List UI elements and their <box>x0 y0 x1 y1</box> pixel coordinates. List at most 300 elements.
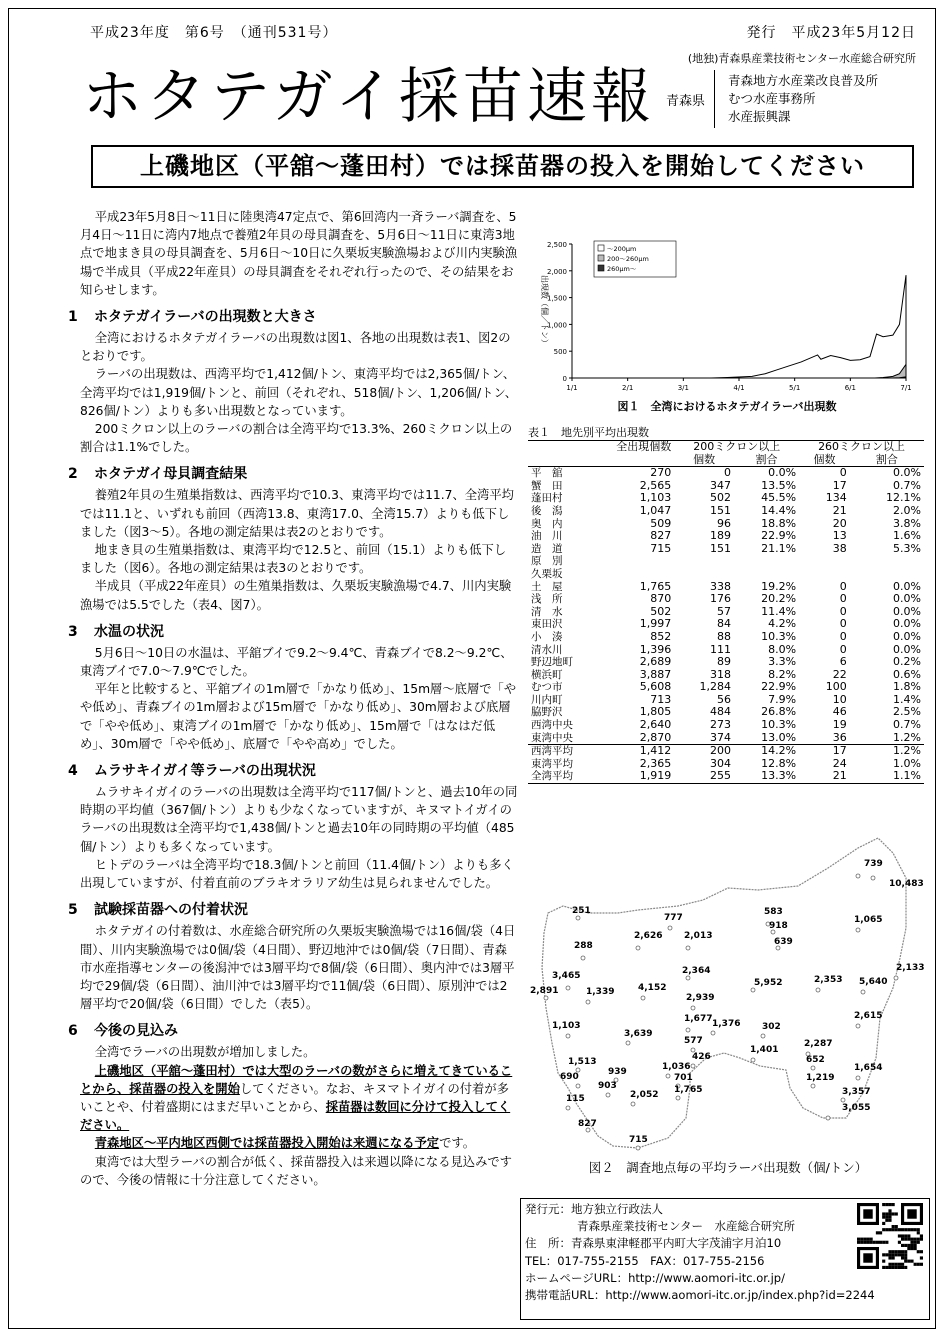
row-label: 浅 所 <box>531 593 563 606</box>
legend-label: 200～260μm <box>607 255 649 263</box>
row-label: 造 道 <box>531 542 563 555</box>
outlook-p3: 青森地区～平内地区西側では採苗器投入開始は来週になる予定です。 <box>94 1136 475 1151</box>
table-cell: 0.2% <box>893 655 921 669</box>
table-cell: 0 <box>839 604 847 618</box>
table-cell: 715 <box>650 541 672 555</box>
issue-number: 平成23年度 第6号 （通刊531号） <box>90 25 338 41</box>
row-label: 川内町 <box>531 693 563 706</box>
table-cell: 12.8% <box>761 756 797 770</box>
row-label: 東田沢 <box>531 618 563 631</box>
row-label: 清 水 <box>531 605 563 618</box>
station-value: 1,513 <box>568 1057 597 1067</box>
table-cell: 151 <box>709 503 731 517</box>
station-value: 2,133 <box>896 963 925 973</box>
station-marker <box>686 976 690 980</box>
station-marker <box>676 1096 680 1100</box>
org-line: 青森県産業技術センター 水産総合研究所 <box>577 1219 796 1234</box>
station-value: 3,055 <box>842 1103 871 1113</box>
row-label: 蟹 田 <box>531 479 563 492</box>
table-row <box>528 719 924 732</box>
table-cell: 270 <box>650 466 672 480</box>
table-cell: 304 <box>709 756 731 770</box>
table-cell <box>734 568 799 581</box>
table-cell: 3.3% <box>768 655 797 669</box>
station-value: 739 <box>864 859 883 869</box>
station-value: 251 <box>572 906 591 916</box>
legend <box>594 241 676 277</box>
sections <box>68 307 518 1013</box>
table-cell: 38 <box>832 541 847 555</box>
station-marker <box>751 988 755 992</box>
table-cell: 1,919 <box>639 769 672 783</box>
table-cell: 151 <box>709 541 731 555</box>
table-cell: 827 <box>650 529 672 543</box>
station-value: 1,401 <box>750 1045 779 1055</box>
table-cell <box>674 555 734 568</box>
table-cell: 3.8% <box>893 516 921 530</box>
station-value: 827 <box>578 1119 597 1129</box>
row-label: 横浜町 <box>531 668 563 681</box>
org-list <box>728 72 878 126</box>
station-marker <box>871 876 875 880</box>
station-value: 715 <box>629 1135 648 1145</box>
station-value: 1,677 <box>684 1014 713 1024</box>
table-cell: 176 <box>709 592 731 606</box>
table-cell: 0 <box>839 579 847 593</box>
table-cell: 509 <box>650 516 672 530</box>
table-cell: 88 <box>716 629 731 643</box>
table-cell: 20 <box>832 516 847 530</box>
section-paragraph: 半成貝（平成22年産貝）の生殖巣指数は、久栗坂実験漁場で4.7、川内実験漁場では5.5でした（表4、図7）。 <box>80 579 512 612</box>
table-title: 表１ 地先別平均出現数 <box>528 426 649 439</box>
station-value: 583 <box>764 907 783 917</box>
table-cell: 18.8% <box>761 516 797 530</box>
legend-swatch <box>598 255 604 261</box>
station-value: 1,339 <box>586 987 615 997</box>
section-paragraph: 全湾におけるホタテガイラーバの出現数は図1、各地の出現数は表1、図2のとおりです。 <box>80 331 511 364</box>
table-cell: 111 <box>709 642 731 656</box>
table-row <box>528 593 924 606</box>
table-cell: 1.8% <box>893 680 921 694</box>
mobile-link[interactable]: 携帯電話URL：http://www.aomori-itc.or.jp/index.php?id=2244 <box>525 1288 875 1303</box>
bay-map <box>528 818 925 1175</box>
station-value: 2,013 <box>684 931 713 941</box>
table-cell: 1,284 <box>699 680 731 694</box>
table-cell: 2,565 <box>639 478 672 492</box>
table-cell: 0 <box>839 629 847 643</box>
station-marker <box>686 946 690 950</box>
table-cell: 870 <box>650 592 672 606</box>
institute-name: (地独)青森県産業技術センター水産総合研究所 <box>687 52 916 65</box>
table-row <box>528 631 924 644</box>
table-cell: 1,412 <box>639 744 672 758</box>
station-value: 3,357 <box>842 1087 871 1097</box>
station-marker <box>631 1102 635 1106</box>
table-cell: 1.1% <box>893 769 921 783</box>
table-cell: 13.3% <box>761 769 797 783</box>
table-cell: 21.1% <box>761 541 797 555</box>
table-cell <box>592 555 674 568</box>
station-value: 1,376 <box>712 1019 741 1029</box>
table-cell: 502 <box>709 491 731 505</box>
station-marker <box>636 946 640 950</box>
legend-label: ～200μm <box>607 245 637 253</box>
y-tick-label: 1,500 <box>546 294 567 303</box>
table-cell: 2,365 <box>639 756 672 770</box>
section-heading: 2 ホタテガイ母貝調査結果 <box>68 466 248 483</box>
x-tick-label: 5/1 <box>789 384 801 392</box>
station-marker <box>861 990 865 994</box>
intro-paragraph: 平成23年5月8日～11日に陸奥湾47定点で、第6回湾内一斉ラーバ調査を、5月4日～11日に湾内7地点で養殖2年貝の母貝調査を、5月6日～11日に東湾3地点で地まき貝の母貝調査を、5月6日～10日に久栗坂実験漁場および川内実験漁場で半成貝（平成22年産貝）の母貝調査をそれぞれ行ったので、その結果をお知らせします。 <box>80 210 518 297</box>
station-value: 2,353 <box>814 975 843 985</box>
table-cell: 26.8% <box>761 705 797 719</box>
table-row <box>528 505 924 518</box>
station-value: 639 <box>774 937 793 947</box>
station-value: 777 <box>664 913 683 923</box>
section-paragraph: ヒトデのラーバは全湾平均で18.3個/トンと前回（11.4個/トン）よりも多く出現していますが、付着直前のブラキオラリア幼生は見られませんでした。 <box>80 857 514 891</box>
table-row <box>528 467 924 480</box>
table-cell: 502 <box>650 604 672 618</box>
row-label: 奥 内 <box>531 517 563 530</box>
table-cell: 5.3% <box>893 541 921 555</box>
section-heading: 1 ホタテガイラーバの出現数と大きさ <box>68 309 317 326</box>
table-cell: 0.0% <box>893 592 921 606</box>
station-value: 2,364 <box>682 966 711 976</box>
table-cell: 0.0% <box>893 642 921 656</box>
section-heading: 6 今後の見込み <box>68 1023 178 1040</box>
col-header: 個数 <box>693 452 716 466</box>
table-cell <box>799 568 850 581</box>
table-cell: 2.5% <box>893 705 921 719</box>
page-title: ホタテガイ採苗速報 <box>82 62 655 132</box>
footer-box <box>520 1198 930 1320</box>
legend-swatch <box>598 245 604 251</box>
x-tick-label: 4/1 <box>733 384 745 392</box>
col-header: 200ミクロン以上 <box>693 440 781 453</box>
station-value: 5,640 <box>859 977 888 987</box>
x-tick-label: 6/1 <box>844 384 856 392</box>
station-marker <box>691 1006 695 1010</box>
table-cell <box>592 568 674 581</box>
station-value: 10,483 <box>889 879 924 889</box>
table1-grid <box>528 440 924 784</box>
table-cell: 100 <box>825 680 847 694</box>
station-marker <box>626 1041 630 1045</box>
section-heading: 5 試験採苗器への付着状況 <box>68 902 248 919</box>
table-cell: 14.4% <box>761 503 797 517</box>
table-cell: 17 <box>832 478 847 492</box>
station-marker <box>576 1084 580 1088</box>
station-marker <box>841 1098 845 1102</box>
org-item: むつ水産事務所 <box>728 91 816 106</box>
table-cell: 0.7% <box>893 478 921 492</box>
station-value: 2,052 <box>630 1090 659 1100</box>
table-cell: 0 <box>839 466 847 480</box>
phone-line: TEL：017-755-2155 FAX：017-755-2156 <box>525 1253 765 1268</box>
station-value: 1,654 <box>854 1063 883 1073</box>
table-cell: 11.4% <box>761 604 797 618</box>
publisher-line: 発行元：地方独立行政法人 <box>525 1202 663 1216</box>
larvae-chart <box>532 236 922 416</box>
station-marker <box>544 996 548 1000</box>
table-cell: 57 <box>716 604 731 618</box>
station-marker <box>686 1028 690 1032</box>
table-cell: 713 <box>650 692 672 706</box>
address-line: 住 所：青森県東津軽郡平内町大字茂浦字月泊10 <box>525 1236 782 1251</box>
table-cell: 45.5% <box>761 491 797 505</box>
station-value: 3,639 <box>624 1029 653 1039</box>
table-cell: 56 <box>716 692 731 706</box>
table-cell: 21 <box>832 503 847 517</box>
station-marker <box>811 1066 815 1070</box>
station-value: 3,465 <box>552 971 581 981</box>
homepage-link[interactable]: ホームページURL：http://www.aomori-itc.or.jp/ <box>525 1270 785 1285</box>
table-cell: 36 <box>832 730 847 744</box>
station-marker <box>816 988 820 992</box>
table-cell: 273 <box>709 718 731 732</box>
station-value: 903 <box>598 1081 617 1091</box>
station-marker <box>856 1076 860 1080</box>
row-label: 土 屋 <box>531 580 563 593</box>
table-cell: 2,640 <box>639 718 672 732</box>
station-value: 2,615 <box>854 1011 883 1021</box>
col-header: 割合 <box>755 452 778 466</box>
station-value: 115 <box>566 1094 585 1104</box>
station-value: 701 <box>674 1073 693 1083</box>
table-cell: 10.3% <box>761 718 797 732</box>
table-cell: 0 <box>839 617 847 631</box>
table-row <box>528 568 924 581</box>
station-marker <box>636 1146 640 1150</box>
row-label: 小 湊 <box>531 630 563 643</box>
y-tick-label: 0 <box>562 375 567 383</box>
station-value: 918 <box>769 921 788 931</box>
table-cell: 21 <box>832 769 847 783</box>
table-row <box>528 745 924 758</box>
table-cell: 8.2% <box>768 667 797 681</box>
table-cell: 22.9% <box>761 680 797 694</box>
row-label: 原 別 <box>531 555 563 568</box>
station-value: 1,065 <box>854 915 883 925</box>
table-cell: 7.9% <box>768 692 797 706</box>
table-cell <box>799 555 850 568</box>
row-label: 東湾中央 <box>531 731 573 744</box>
table-row <box>528 770 924 783</box>
table-cell: 13.0% <box>761 730 797 744</box>
table-cell: 6 <box>839 655 847 669</box>
station-value: 1,219 <box>806 1073 835 1083</box>
station-value: 1,036 <box>662 1062 691 1072</box>
table-cell: 84 <box>716 617 731 631</box>
org-item: 水産振興課 <box>728 109 791 124</box>
table-cell: 0.0% <box>893 617 921 631</box>
section-heading: 4 ムラサキイガイ等ラーバの出現状況 <box>68 763 316 780</box>
row-label: 東湾平均 <box>531 757 573 770</box>
table-cell: 19 <box>832 718 847 732</box>
table-cell: 189 <box>709 529 731 543</box>
station-value: 939 <box>608 1067 627 1077</box>
table-row <box>528 732 924 745</box>
row-label: 全湾平均 <box>531 770 573 783</box>
table-cell: 1,765 <box>639 579 672 593</box>
table-cell: 0 <box>839 592 847 606</box>
section-paragraph: 地まき貝の生殖巣指数は、東湾平均で12.5と、前回（15.1）よりも低下しました（図6）。各地の測定結果は表3のとおりです。 <box>80 543 507 576</box>
table-cell: 338 <box>709 579 731 593</box>
table-cell <box>734 555 799 568</box>
station-value: 2,626 <box>634 931 663 941</box>
table-cell: 347 <box>709 478 731 492</box>
outlook-p4: 東湾では大型ラーバの割合が低く、採苗器投入は来週以降になる見込みですので、今後の情報に十分注意してください。 <box>80 1154 512 1187</box>
table-cell <box>850 555 924 568</box>
station-marker <box>666 1074 670 1078</box>
table-cell: 0.0% <box>893 579 921 593</box>
station-value: 288 <box>574 941 593 951</box>
table-cell <box>850 568 924 581</box>
table-cell: 852 <box>650 629 672 643</box>
station-marker <box>856 928 860 932</box>
table-cell: 1,047 <box>639 503 672 517</box>
station-marker <box>826 1116 830 1120</box>
chart-title: 図１ 全湾におけるホタテガイラーバ出現数 <box>617 400 837 413</box>
x-tick-label: 1/1 <box>566 384 578 392</box>
outlook-p1: 全湾でラーバの出現数が増加しました。 <box>94 1045 316 1060</box>
station-marker <box>566 1106 570 1110</box>
station-marker <box>811 1084 815 1088</box>
row-label: 油 川 <box>531 530 563 543</box>
x-tick-label: 3/1 <box>677 384 689 392</box>
table-cell: 1.2% <box>893 730 921 744</box>
row-label: 久栗坂 <box>531 567 563 580</box>
table-cell: 0 <box>839 642 847 656</box>
row-label: 西湾中央 <box>531 719 573 732</box>
table-cell: 484 <box>709 705 731 719</box>
org-bracket <box>714 70 722 128</box>
table-cell: 134 <box>825 491 847 505</box>
table-row <box>528 656 924 669</box>
table-cell: 1.0% <box>893 756 921 770</box>
station-marker <box>566 986 570 990</box>
section-heading: 3 水温の状況 <box>68 623 164 640</box>
row-label: 後 潟 <box>531 504 563 517</box>
table-cell: 0.6% <box>893 667 921 681</box>
col-header: 全出現個数 <box>616 440 672 453</box>
article-body <box>68 208 518 1189</box>
station-marker <box>641 996 645 1000</box>
station-value: 2,939 <box>686 993 715 1003</box>
table-cell: 0.7% <box>893 718 921 732</box>
table-cell <box>674 568 734 581</box>
station-marker <box>856 1024 860 1028</box>
row-label: むつ市 <box>531 681 563 694</box>
prefecture-label: 青森県 <box>666 94 706 109</box>
station-value: 577 <box>684 1036 703 1046</box>
table-cell: 2.0% <box>893 503 921 517</box>
station-value: 302 <box>762 1022 781 1032</box>
station-value: 1,765 <box>674 1085 703 1095</box>
y-tick-label: 1,000 <box>546 321 567 330</box>
row-label: 脇野沢 <box>531 706 563 719</box>
table-cell: 24 <box>832 756 847 770</box>
x-tick-label: 7/1 <box>900 384 912 392</box>
table-row <box>528 555 924 568</box>
station-marker <box>566 1034 570 1038</box>
table-cell: 89 <box>716 655 731 669</box>
row-label: 野辺地町 <box>531 656 573 669</box>
map-caption: 図２ 調査地点毎の平均ラーバ出現数（個/トン） <box>588 1160 868 1175</box>
table-cell: 13.5% <box>761 478 797 492</box>
issue-date: 発行 平成23年5月12日 <box>746 25 916 41</box>
table-cell: 19.2% <box>761 579 797 593</box>
station-marker <box>711 1031 715 1035</box>
table-cell: 0 <box>723 466 731 480</box>
table-cell: 96 <box>716 516 731 530</box>
table-cell: 2,689 <box>639 655 672 669</box>
section-paragraph: ホタテガイの付着数は、水産総合研究所の久栗坂実験漁場では16個/袋（4日間）、川内実験漁場では0個/袋（4日間）、野辺地沖では0個/袋（7日間）、青森市水産指導センターの後潟沖では3層平均で8個/袋（6日間）、奥内沖では3層平均で29個/袋（6日間）、油川沖では3層平均で11個/袋（6日間）、原別沖では2層平均で20個/袋（6日間）でした（表5）。 <box>80 924 516 1012</box>
station-marker <box>668 926 672 930</box>
legend-label: 260μm～ <box>607 265 637 273</box>
x-tick-label: 2/1 <box>622 384 634 392</box>
station-marker <box>606 1093 610 1097</box>
table-row <box>528 681 924 694</box>
station-value: 652 <box>806 1055 825 1065</box>
table-cell: 14.2% <box>761 744 797 758</box>
station-marker <box>576 916 580 920</box>
y-tick-label: 2,500 <box>546 241 567 249</box>
station-marker <box>691 1064 695 1068</box>
station-value: 690 <box>560 1072 579 1082</box>
table-cell: 22 <box>832 667 847 681</box>
table-cell: 22.9% <box>761 529 797 543</box>
station-marker <box>761 1034 765 1038</box>
table-cell: 200 <box>709 744 731 758</box>
table-cell: 13 <box>832 529 847 543</box>
series-area <box>572 275 906 378</box>
table-cell: 46 <box>832 705 847 719</box>
station-value: 5,952 <box>754 978 783 988</box>
table-cell: 255 <box>709 769 731 783</box>
table-cell: 4.2% <box>768 617 797 631</box>
table-cell: 0.0% <box>893 466 921 480</box>
row-label: 西湾平均 <box>531 745 573 758</box>
station-value: 1,103 <box>552 1021 581 1031</box>
table-cell: 1.4% <box>893 692 921 706</box>
table-cell: 8.0% <box>768 642 797 656</box>
table1 <box>528 424 924 784</box>
station-marker <box>586 1000 590 1004</box>
station-value: 426 <box>692 1052 711 1062</box>
table-cell: 1,396 <box>639 642 672 656</box>
table-cell: 0.0% <box>768 466 797 480</box>
station-marker <box>751 1058 755 1062</box>
table-cell: 1,805 <box>639 705 672 719</box>
y-axis-label: 出現数（個／トン） <box>540 275 549 347</box>
table-cell: 10.3% <box>761 629 797 643</box>
table-row <box>528 530 924 543</box>
table-cell: 318 <box>709 667 731 681</box>
qr-code[interactable] <box>857 1203 923 1269</box>
section-paragraph: 養殖2年貝の生殖巣指数は、西湾平均で10.3、東湾平均では11.7、全湾平均では11.1と、いずれも前回（西湾13.8、東湾17.0、全湾15.7）よりも低下しました（図3～5）。各地の測定結果は表2のとおりです。 <box>80 488 514 539</box>
table-cell: 374 <box>709 730 731 744</box>
station-value: 2,891 <box>530 986 559 996</box>
table-row <box>528 543 924 556</box>
row-label: 清水川 <box>531 643 563 656</box>
station-marker <box>581 956 585 960</box>
section-paragraph: ラーバの出現数は、西湾平均で1,412個/トン、東湾平均では2,365個/トン、全湾平均では1,919個/トンと、前回（それぞれ、518個/トン、1,206個/トン、826個/トン）よりも多い出現数となっています。 <box>80 367 518 418</box>
outlook-p2: 上磯地区（平舘～蓬田村）では大型のラーバの数がさらに増えてきていることから、採苗器の投入を開始してください。なお、キヌマトイガイの付着が多いことや、付着盛期にはまだ早いことから、採苗器は数回に分けて投入してください。 <box>80 1063 513 1133</box>
station-marker <box>856 874 860 878</box>
table-cell: 1,103 <box>639 491 672 505</box>
table-cell: 1,997 <box>639 617 672 631</box>
